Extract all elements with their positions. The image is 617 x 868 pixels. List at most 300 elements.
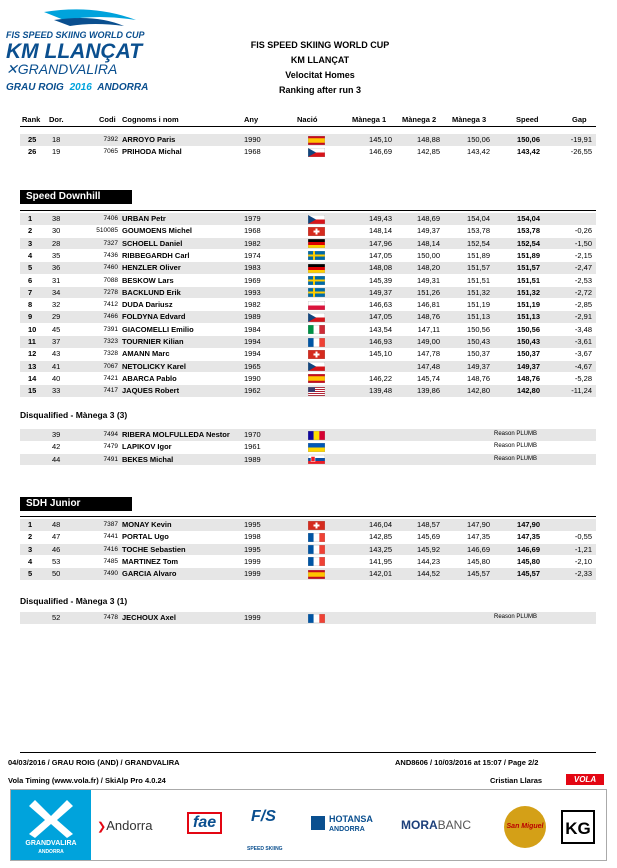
section-sdh-junior: SDH Junior	[20, 497, 132, 511]
codi-cell: 7436	[103, 251, 118, 259]
name-cell: ABARCA Pablo	[122, 373, 177, 383]
sanmiguel-logo: San Miguel	[504, 806, 546, 848]
codi-cell: 510085	[96, 227, 118, 235]
run1-cell: 146,69	[369, 147, 392, 157]
dor-cell: 44	[52, 454, 61, 464]
run3-cell: 147,90	[467, 520, 490, 529]
run1-cell: 146,93	[369, 337, 392, 346]
dor-cell: 50	[52, 569, 61, 579]
grandvalira-logo	[11, 790, 91, 860]
rank-cell: 9	[28, 312, 33, 322]
header-subtitle: Ranking after run 3	[278, 85, 361, 95]
run3-cell: 150,37	[467, 349, 490, 359]
section-speed-downhill: Speed Downhill	[20, 190, 132, 204]
kg-logo: KG	[561, 810, 595, 844]
year-cell: 1984	[244, 324, 261, 334]
table-row	[20, 134, 596, 146]
run2-cell: 151,26	[417, 287, 440, 297]
gap-cell: -11,24	[571, 386, 592, 396]
andorra-logo	[97, 818, 152, 833]
year-cell: 1990	[244, 135, 261, 144]
footer-right: AND8606 / 10/03/2016 at 15:07 / Page 2/2	[395, 758, 539, 767]
run1-cell: 139,48	[369, 386, 392, 396]
speed-cell: 150,06	[517, 135, 540, 144]
codi-cell: 7417	[103, 387, 118, 395]
run2-cell: 144,52	[417, 569, 440, 579]
gap-cell: -2,10	[574, 556, 592, 566]
codi-cell: 7327	[103, 239, 118, 247]
run2-cell: 142,85	[417, 147, 440, 157]
codi-cell: 7065	[103, 148, 118, 156]
name-cell: BESKOW Lars	[122, 275, 174, 285]
table-row	[20, 519, 596, 531]
dq-title-speed-downhill: Disqualified - Mànega 3 (3)	[20, 410, 128, 420]
run1-cell: 148,14	[369, 226, 392, 236]
run2-cell: 144,23	[417, 556, 440, 566]
year-cell: 1979	[244, 214, 261, 223]
dor-cell: 19	[52, 147, 61, 157]
rank-cell: 3	[28, 238, 33, 248]
table-row	[20, 225, 596, 237]
run2-cell: 148,76	[417, 312, 440, 322]
fis-sub: SPEED SKIING	[247, 846, 283, 852]
col-nacio: Nació	[297, 115, 318, 124]
gap-cell: -26,55	[570, 147, 592, 157]
codi-cell: 7088	[103, 276, 118, 284]
speed-cell: 148,76	[517, 373, 540, 383]
dor-cell: 29	[52, 312, 61, 322]
run3-cell: 153,78	[467, 226, 490, 236]
run3-cell: 150,56	[467, 324, 490, 334]
rank-cell: 1	[28, 520, 33, 529]
gap-cell: -4,67	[574, 361, 592, 371]
name-cell: FOLDYNA Edvard	[122, 312, 186, 322]
logo-line-3: ✕GRANDVALIRA	[6, 61, 118, 77]
run2-cell: 150,00	[417, 250, 440, 260]
dor-cell: 39	[52, 430, 61, 439]
section-rule	[20, 210, 596, 211]
svg-text:GRAU ROIG 2016 AND	[6, 82, 148, 93]
run3-cell: 151,89	[467, 250, 490, 260]
name-cell: URBAN Petr	[122, 214, 166, 223]
run1-cell: 146,04	[369, 520, 392, 529]
codi-cell: 7328	[103, 350, 118, 358]
rank-cell: 4	[28, 556, 33, 566]
codi-cell: 7416	[103, 545, 118, 553]
gap-cell: -3,48	[574, 324, 592, 334]
codi-cell: 7323	[103, 338, 118, 345]
dor-cell: 31	[52, 275, 61, 285]
run3-cell: 148,76	[467, 373, 490, 383]
speed-cell: 149,37	[517, 361, 540, 371]
rank-cell: 6	[28, 275, 33, 285]
col-codi: Codi	[99, 115, 116, 124]
table-row	[20, 311, 596, 323]
year-cell: 1995	[244, 520, 261, 529]
dor-cell: 32	[52, 300, 61, 310]
run3-cell: 150,43	[467, 337, 490, 346]
rank-cell: 8	[28, 300, 33, 310]
speed-cell: 153,78	[517, 226, 540, 236]
name-cell: RIBBEGARDH Carl	[122, 250, 190, 260]
rank-cell: 3	[28, 544, 33, 554]
rank-cell: 25	[28, 135, 37, 144]
run3-cell: 154,04	[467, 214, 490, 223]
logo-line-1: FIS SPEED SKIING WORLD CUP	[6, 30, 145, 40]
codi-cell: 7392	[103, 136, 118, 143]
run2-cell: 148,88	[417, 135, 440, 144]
year-cell: 1989	[244, 312, 261, 322]
name-cell: GOUMOENS Michel	[122, 226, 193, 236]
name-cell: DUDA Dariusz	[122, 300, 173, 310]
year-cell: 1968	[244, 226, 261, 236]
run2-cell: 148,14	[417, 238, 440, 248]
logo-line-4a: GRAU ROIG	[6, 82, 64, 93]
gap-cell: -19,91	[570, 135, 592, 144]
name-cell: PORTAL Ugo	[122, 532, 169, 542]
run1-cell: 145,10	[369, 135, 392, 144]
run3-cell: 150,06	[467, 135, 490, 144]
run1-cell: 147,96	[369, 238, 392, 248]
year-cell: 1965	[244, 361, 261, 371]
run2-cell: 147,48	[417, 361, 440, 371]
dor-cell: 53	[52, 556, 61, 566]
rank-cell: 5	[28, 569, 33, 579]
gap-cell: -2,53	[574, 275, 592, 285]
run3-cell: 143,42	[467, 147, 490, 157]
codi-cell: 7485	[103, 557, 118, 565]
footer-timing: Vola Timing (www.vola.fr) / SkiAlp Pro 4.0.24	[8, 776, 166, 785]
name-cell: GIACOMELLI Emilio	[122, 324, 194, 334]
run3-cell: 145,80	[467, 556, 490, 566]
rank-cell: 7	[28, 287, 33, 297]
run2-cell: 147,78	[417, 349, 440, 359]
table-row	[20, 373, 596, 385]
table-row	[20, 556, 596, 568]
rank-cell: 2	[28, 532, 33, 542]
rank-cell: 13	[28, 361, 37, 371]
speed-cell: 151,89	[517, 250, 540, 260]
year-cell: 1993	[244, 287, 261, 297]
codi-cell: 7441	[103, 533, 118, 541]
reason-cell: Reason PLUMB	[494, 455, 538, 462]
run2-cell: 145,69	[417, 532, 440, 542]
col-rank: Rank	[22, 115, 41, 124]
dq-row	[20, 441, 596, 453]
run3-cell: 152,54	[467, 238, 490, 248]
run2-cell: 145,92	[417, 544, 440, 554]
gap-cell: -0,55	[574, 532, 592, 542]
flag-icon-fra	[308, 557, 325, 566]
year-cell: 1999	[244, 613, 261, 622]
run1-cell: 149,37	[369, 287, 392, 297]
col-m2: Mànega 2	[402, 115, 437, 124]
name-cell: BACKLUND Erik	[122, 287, 181, 297]
gap-cell: -0,26	[574, 226, 592, 236]
col-m1: Mànega 1	[352, 115, 387, 124]
flag-icon-sui	[308, 227, 325, 236]
dor-cell: 35	[52, 250, 61, 260]
flag-icon-sui	[308, 350, 325, 359]
year-cell: 1968	[244, 147, 261, 157]
speed-cell: 151,57	[517, 263, 540, 273]
speed-cell: 142,80	[517, 386, 540, 396]
year-cell: 1989	[244, 454, 261, 464]
dor-cell: 18	[52, 135, 61, 144]
fis-logo: F/S	[251, 808, 276, 825]
codi-cell: 7490	[103, 570, 118, 578]
header-location: KM LLANÇAT	[290, 55, 350, 65]
table-row	[20, 324, 596, 336]
dor-cell: 40	[52, 373, 61, 383]
dor-cell: 33	[52, 386, 61, 396]
dor-cell: 48	[52, 520, 61, 529]
year-cell: 1982	[244, 238, 261, 248]
gap-cell: -1,21	[574, 544, 592, 554]
codi-cell: 7460	[103, 264, 118, 272]
dq-row	[20, 454, 596, 466]
name-cell: SCHOELL Daniel	[122, 238, 183, 248]
speed-cell: 152,54	[517, 238, 540, 248]
speed-cell: 147,35	[517, 532, 540, 542]
speed-cell: 150,37	[517, 349, 540, 359]
run2-cell: 148,69	[417, 214, 440, 223]
name-cell: RIBERA MOLFULLEDA Nestor	[122, 430, 230, 439]
year-cell: 1994	[244, 349, 261, 359]
x-icon	[11, 794, 91, 838]
run1-cell: 142,01	[369, 569, 392, 579]
speed-cell: 151,32	[517, 287, 540, 297]
codi-cell: 7412	[103, 301, 118, 309]
dor-cell: 42	[52, 442, 61, 452]
flag-icon-usa	[308, 387, 325, 396]
year-cell: 1990	[244, 373, 261, 383]
logo-line-2: KM LLANÇAT	[6, 40, 143, 63]
codi-cell: 7406	[103, 215, 118, 222]
hotansa-icon	[311, 816, 325, 830]
run3-cell: 151,19	[467, 300, 490, 310]
col-gap: Gap	[572, 115, 587, 124]
name-cell: TOCHE Sebastien	[122, 544, 186, 554]
name-cell: NETOLICKY Karel	[122, 361, 186, 371]
dq-row	[20, 612, 596, 624]
codi-cell: 7278	[103, 288, 118, 296]
table-row	[20, 299, 596, 311]
year-cell: 1999	[244, 556, 261, 566]
logo-line-4b: 2016	[69, 82, 92, 93]
header-category: Velocitat Homes	[285, 70, 355, 80]
footer-left: 04/03/2016 / GRAU ROIG (AND) / GRANDVALIRA	[8, 758, 180, 767]
codi-cell: 7387	[103, 521, 118, 528]
run3-cell: 151,13	[467, 312, 490, 322]
gap-cell: -3,67	[574, 349, 592, 359]
flag-icon-ger	[308, 264, 325, 273]
andorra-text: Andorra	[106, 818, 153, 833]
gap-cell: -2,72	[574, 287, 592, 297]
run2-cell: 146,81	[417, 300, 440, 310]
grandvalira-text: GRANDVALIRA	[25, 840, 77, 847]
dor-cell: 52	[52, 613, 61, 622]
gap-cell: -1,50	[574, 238, 592, 248]
run1-cell: 143,25	[369, 544, 392, 554]
run1-cell: 146,63	[369, 300, 392, 310]
codi-cell: 7478	[103, 614, 118, 621]
year-cell: 1982	[244, 300, 261, 310]
reason-cell: Reason PLUMB	[494, 614, 538, 620]
dor-cell: 46	[52, 544, 61, 554]
table-row	[20, 238, 596, 250]
rank-cell: 5	[28, 263, 33, 273]
run1-cell: 143,54	[369, 324, 392, 334]
name-cell: JECHOUX Axel	[122, 613, 176, 622]
run3-cell: 142,80	[467, 386, 490, 396]
gap-cell: -3,61	[574, 337, 592, 346]
flag-icon-pol	[308, 301, 325, 310]
speed-cell: 145,80	[517, 556, 540, 566]
dor-cell: 28	[52, 238, 61, 248]
year-cell: 1970	[244, 430, 261, 439]
banc-text: BANC	[437, 818, 472, 832]
speed-cell: 150,56	[517, 324, 540, 334]
name-cell: TOURNIER Kilian	[122, 337, 184, 346]
run1-cell: 142,85	[369, 532, 392, 542]
name-cell: MONAY Kevin	[122, 520, 172, 529]
run2-cell: 139,86	[417, 386, 440, 396]
flag-icon-esp	[308, 374, 325, 383]
speed-cell: 151,51	[517, 275, 540, 285]
table-row	[20, 213, 596, 225]
run2-cell: 147,11	[417, 324, 440, 334]
rank-cell: 15	[28, 386, 37, 396]
flag-icon-sui	[308, 521, 325, 530]
hotansa-sub: ANDORRA	[329, 826, 365, 833]
run1-cell: 149,43	[369, 214, 392, 223]
table-row	[20, 250, 596, 262]
table-row	[20, 146, 596, 158]
section-rule	[20, 516, 596, 517]
rank-cell: 2	[28, 226, 33, 236]
hotansa-text: HOTANSA	[329, 814, 373, 824]
run3-cell: 149,37	[467, 361, 490, 371]
speed-cell: 151,19	[517, 300, 540, 310]
rank-cell: 12	[28, 349, 37, 359]
speed-cell: 145,57	[517, 569, 540, 579]
dor-cell: 45	[52, 324, 61, 334]
dor-cell: 38	[52, 214, 61, 223]
run1-cell: 141,95	[369, 556, 392, 566]
run3-cell: 151,32	[467, 287, 490, 297]
flag-icon-svk	[308, 455, 325, 464]
table-row	[20, 336, 596, 348]
col-any: Any	[244, 115, 259, 124]
col-dor: Dor.	[49, 115, 64, 124]
reason-cell: Reason PLUMB	[494, 431, 538, 437]
year-cell: 1969	[244, 275, 261, 285]
name-cell: GARCIA Alvaro	[122, 569, 177, 579]
year-cell: 1998	[244, 532, 261, 542]
sponsor-banner	[10, 789, 607, 861]
name-cell: AMANN Marc	[122, 349, 170, 359]
name-cell: JAQUES Robert	[122, 386, 180, 396]
event-logo	[4, 6, 150, 94]
name-cell: LAPIKOV Igor	[122, 442, 172, 452]
flag-icon-ger	[308, 239, 325, 248]
run3-cell: 146,69	[467, 544, 490, 554]
run1-cell: 145,39	[369, 275, 392, 285]
run1-cell: 148,08	[369, 263, 392, 273]
footer-rule	[20, 752, 596, 753]
codi-cell: 7479	[103, 443, 118, 451]
run1-cell: 146,22	[369, 373, 392, 383]
logo-line-4c: ANDORRA	[97, 82, 149, 93]
morabanc-logo	[401, 818, 471, 832]
flag-icon-cze	[308, 148, 325, 157]
year-cell: 1994	[244, 337, 261, 346]
andorra-chevron-icon: ❯	[97, 821, 107, 833]
run3-cell: 151,51	[467, 275, 490, 285]
vola-logo: VOLA	[566, 774, 604, 785]
col-speed: Speed	[516, 115, 539, 124]
run3-cell: 145,57	[467, 569, 490, 579]
flag-icon-fra	[308, 545, 325, 554]
dq-row	[20, 429, 596, 441]
year-cell: 1995	[244, 544, 261, 554]
rank-cell: 14	[28, 373, 37, 383]
run2-cell: 149,00	[417, 337, 440, 346]
flag-icon-esp	[308, 136, 325, 145]
run2-cell: 149,37	[417, 226, 440, 236]
flag-icon-swe	[308, 288, 325, 297]
codi-cell: 7466	[103, 313, 118, 321]
col-name: Cognoms i nom	[122, 115, 179, 124]
speed-cell: 147,90	[517, 520, 540, 529]
name-cell: ARROYO Paris	[122, 135, 176, 144]
fae-logo: fae	[187, 812, 222, 834]
mora-text: MORA	[401, 818, 438, 832]
gap-cell: -2,47	[574, 263, 592, 273]
year-cell: 1974	[244, 250, 261, 260]
header-title: FIS SPEED SKIING WORLD CUP	[250, 40, 390, 50]
speed-cell: 151,13	[517, 312, 540, 322]
rank-cell: 10	[28, 324, 37, 334]
run1-cell: 147,05	[369, 312, 392, 322]
year-cell: 1962	[244, 386, 261, 396]
rank-cell: 26	[28, 147, 37, 157]
flag-icon-cze	[308, 362, 325, 371]
year-cell: 1999	[244, 569, 261, 579]
table-row	[20, 262, 596, 274]
table-row	[20, 361, 596, 373]
run1-cell: 147,05	[369, 250, 392, 260]
codi-cell: 7421	[103, 374, 118, 382]
name-cell: PRIHODA Michal	[122, 147, 182, 157]
gap-cell: -2,91	[574, 312, 592, 322]
flag-icon-and	[308, 431, 325, 440]
codi-cell: 7391	[103, 325, 118, 333]
dor-cell: 37	[52, 337, 61, 346]
run3-cell: 147,35	[467, 532, 490, 542]
dor-cell: 34	[52, 287, 61, 297]
table-row	[20, 568, 596, 580]
speed-cell: 154,04	[517, 214, 540, 223]
gap-cell: -2,85	[574, 300, 592, 310]
gap-cell: -2,15	[574, 250, 592, 260]
flag-icon-swe	[308, 251, 325, 260]
reason-cell: Reason PLUMB	[494, 443, 538, 450]
year-cell: 1961	[244, 442, 261, 452]
codi-cell: 7067	[103, 362, 118, 370]
flag-icon-swe	[308, 276, 325, 285]
